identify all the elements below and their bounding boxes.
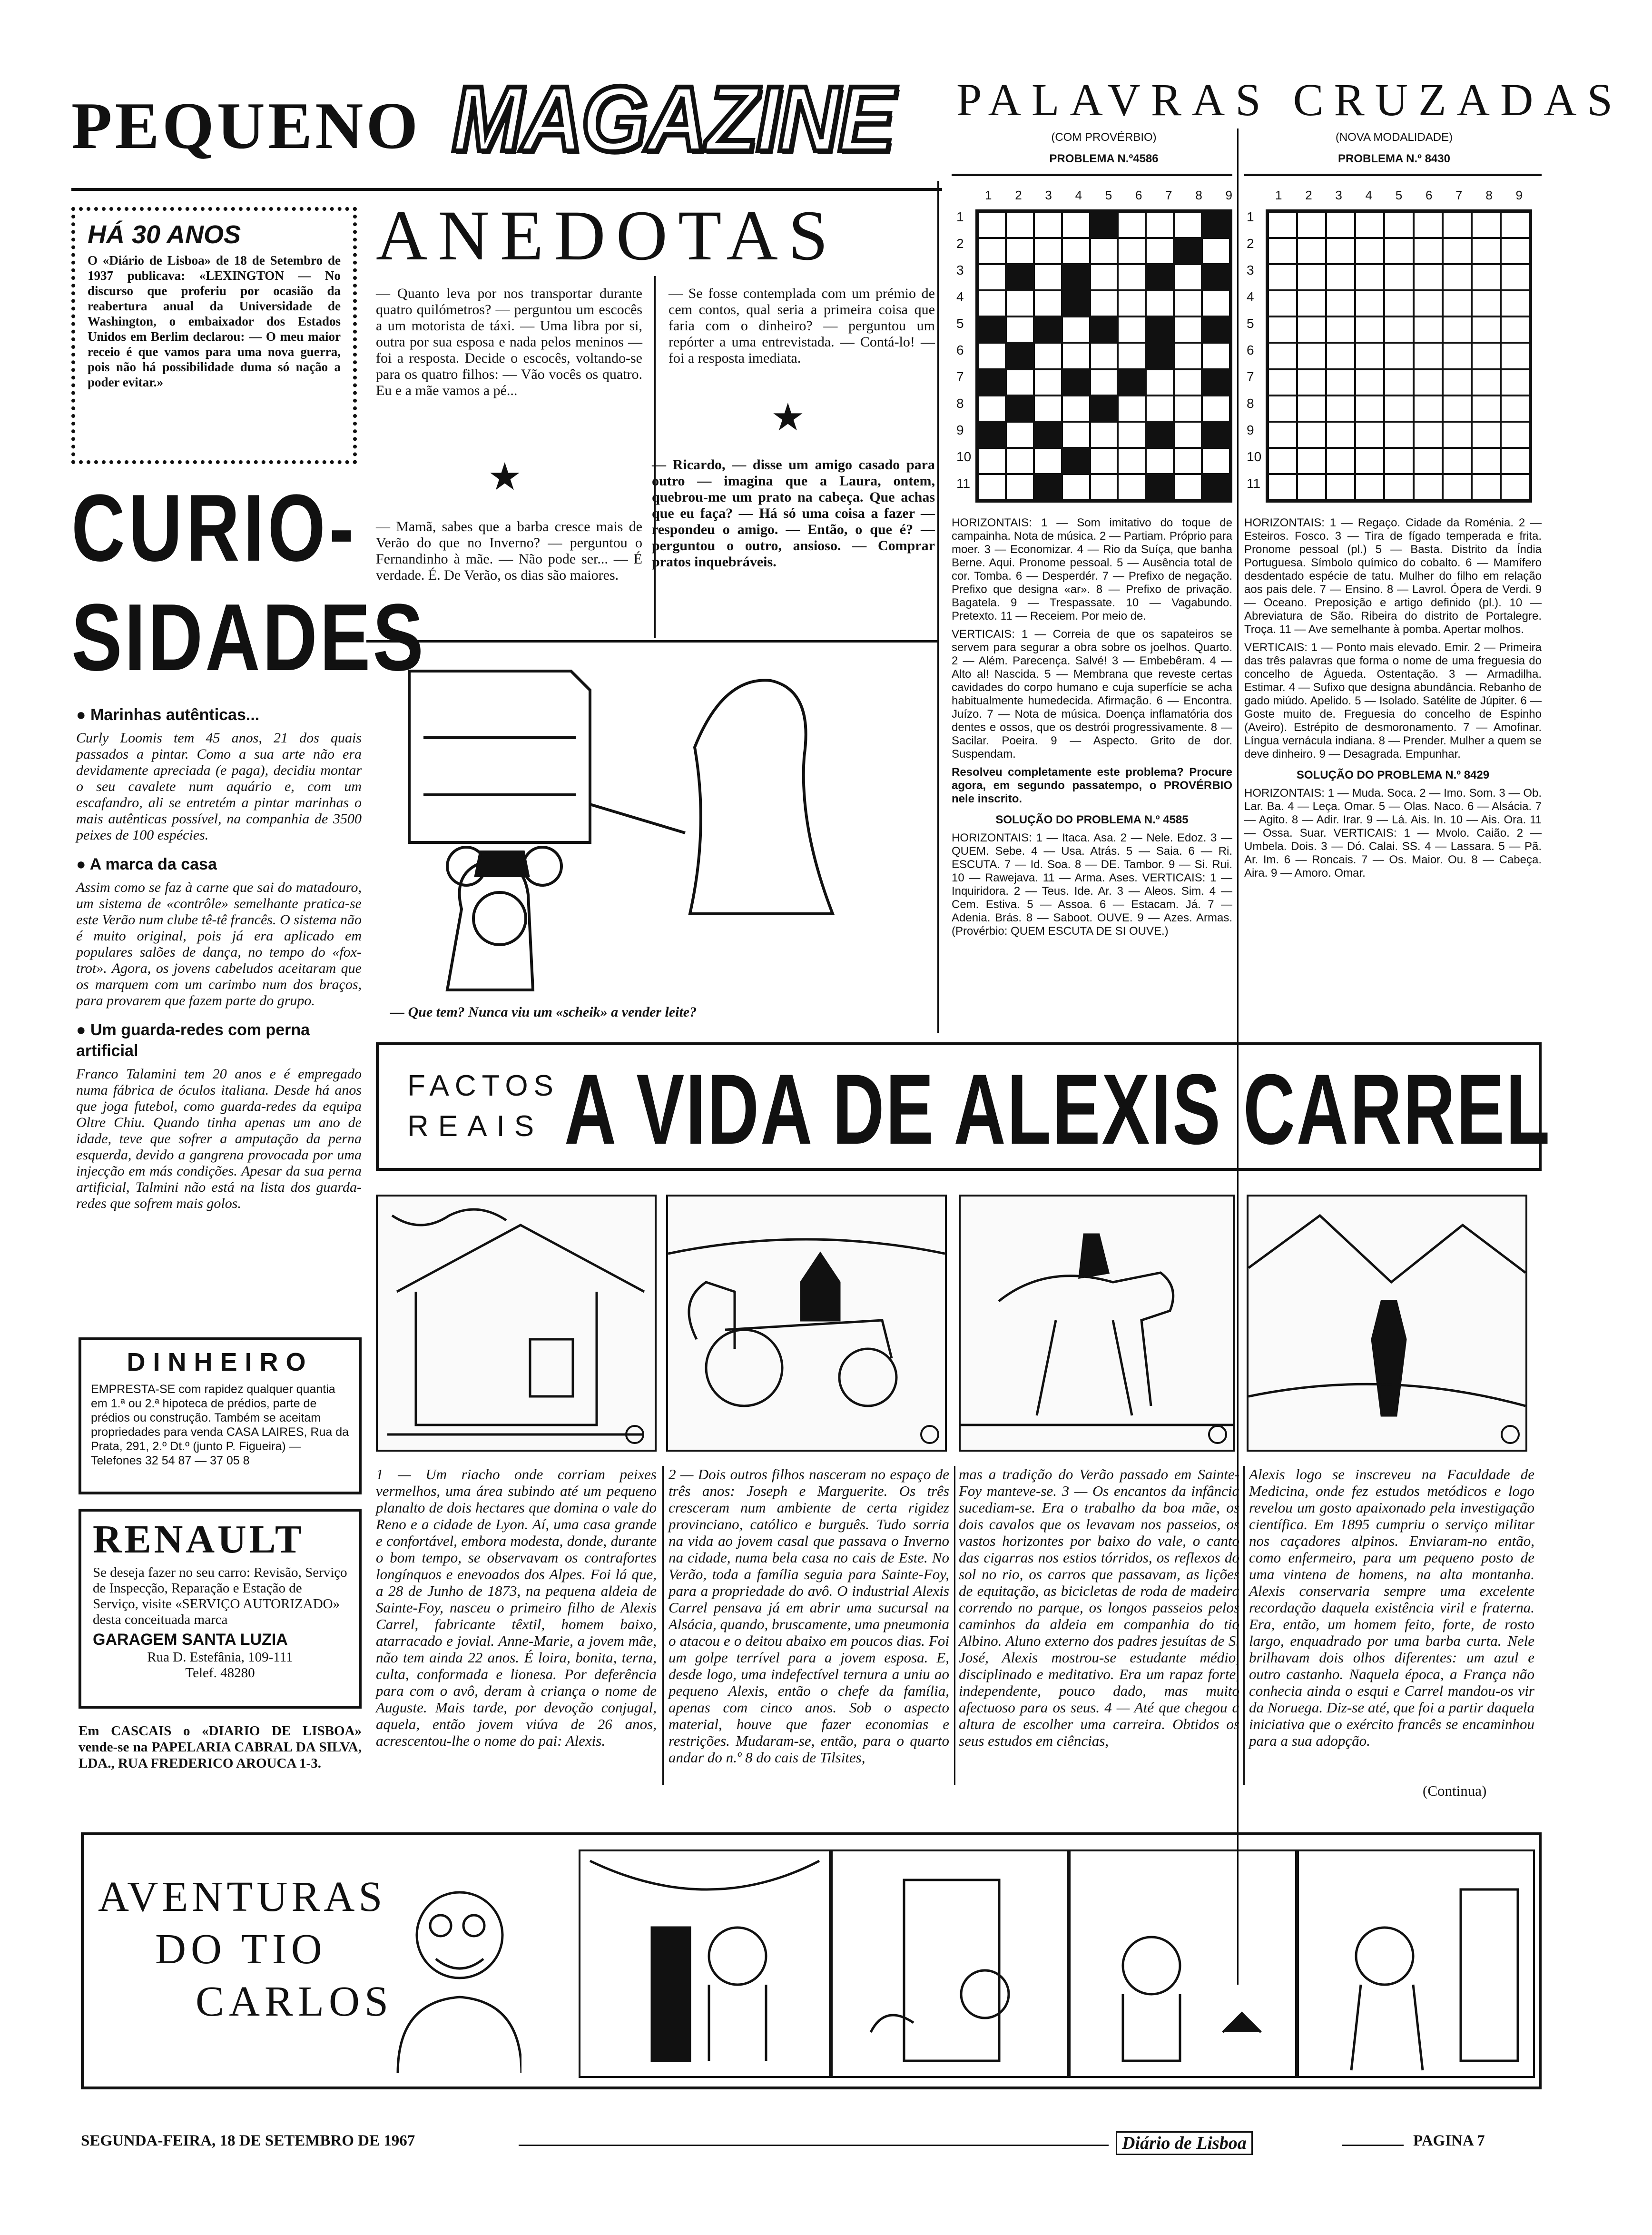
crossword2-problem: PROBLEMA N.º 8430: [1338, 152, 1450, 165]
crossword1-cell: [1006, 212, 1034, 238]
header-rule: [71, 188, 942, 191]
crossword1-cell: [1118, 448, 1146, 474]
crossword2-cell: [1501, 316, 1530, 343]
curiosidade-text-3: Franco Talamini tem 20 anos e é empregado numa fábrica de óculos italiana. Desde há anos que joga futebol, como guarda-redes da equipa Oltre Chiu. Quando tinha apenas um ano de idade, teve que sofrer a amputação da perna esquerda, devido a gangrena provocada por uma injecção em más condições. Apesar da sua perna artificial, Talmini não está na lista dos guarda-redes que sofrem mais golos.: [76, 1066, 362, 1211]
crossword1-cell: [1146, 474, 1174, 500]
curiosidade-text-2: Assim como se faz à carne que sai do matadouro, um sistema de «contrôle» semelhante pratica-se este Verão num clube tê-tê francês. O sistema não é muito original, pois já era aplicado em populares salões de dança, no tempo do «fox-trot». Agora, os jovens cabeludos aceitaram que os marquem com um carimbo num dos braços, para provarem que fazem parte do grupo.: [76, 880, 362, 1009]
crossword1-cell: [1146, 316, 1174, 343]
crossword1-cell: [1118, 264, 1146, 290]
crossword1-clues: [952, 516, 1232, 938]
crossword1-cell: [1174, 369, 1202, 396]
crossword2-cell: [1472, 369, 1501, 396]
crossword2-cell: [1268, 422, 1297, 448]
crossword2-cell: [1501, 396, 1530, 422]
crossword1-cell: [1034, 448, 1062, 474]
crossword2-cell: [1414, 316, 1443, 343]
curiosidade-heading-3: ● Um guarda-redes com perna artificial: [76, 1021, 310, 1060]
factos-label: FACTOS: [407, 1069, 559, 1102]
crossword1-cell: [978, 448, 1006, 474]
carrel-panel-3: [959, 1195, 1235, 1452]
crossword1-cell: [978, 474, 1006, 500]
crossword2-cell: [1472, 316, 1501, 343]
crossword2-cell: [1414, 343, 1443, 369]
crossword1-cell: [1006, 448, 1034, 474]
crossword1-cell: [1118, 369, 1146, 396]
crossword1-cell: [978, 396, 1006, 422]
crossword2-cell: [1472, 212, 1501, 238]
tio-carlos-panel-1: [579, 1849, 831, 2078]
crossword1-cell: [1006, 290, 1034, 316]
carrel-header: [376, 1042, 1552, 1171]
curiosidades-title-1: CURIO-: [71, 475, 358, 581]
crossword1-cell: [1062, 369, 1090, 396]
crossword2-cell: [1355, 369, 1384, 396]
ha30-box: [71, 207, 357, 464]
footer-rule: [519, 2145, 1109, 2146]
crossword2-cell: [1501, 290, 1530, 316]
crossword1-cell: [1034, 290, 1062, 316]
crossword2-cell: [1297, 422, 1326, 448]
crossword1-cell: [1202, 264, 1230, 290]
crossword2-cell: [1268, 369, 1297, 396]
crossword2-cell: [1443, 316, 1472, 343]
crossword1-cell: [1118, 396, 1146, 422]
crossword2-cell: [1501, 264, 1530, 290]
crossword2-cell: [1355, 316, 1384, 343]
ha30-text: O «Diário de Lisboa» de 18 de Setembro de 1937 publicava: «LEXINGTON — No discurso que proferiu por ocasião da reabertura anual da Universidade de Washington, o embaixador dos Estados Unidos em Berlim declarou: — O meu maior receio é que vamos para uma nova guerra, pois não há possibilidade duma só nação a poder evitar.»: [88, 253, 341, 389]
magazine-title: MAGAZINE: [452, 67, 894, 171]
crossword2-cell: [1472, 474, 1501, 500]
crossword1-cell: [1006, 474, 1034, 500]
crossword1-cell: [1174, 396, 1202, 422]
crossword1-cell: [1202, 396, 1230, 422]
curiosidade-heading-2: ● A marca da casa: [76, 855, 217, 873]
crossword1-cell: [1202, 448, 1230, 474]
tio-carlos-panel-4: [1297, 1849, 1535, 2078]
footer-date: SEGUNDA-FEIRA, 18 DE SETEMBRO DE 1967: [81, 2132, 420, 2150]
crossword1-rule: [952, 174, 1232, 176]
crossword2-cell: [1355, 422, 1384, 448]
crossword2-cell: [1414, 264, 1443, 290]
crossword1-cell: [1118, 422, 1146, 448]
crossword2-cell: [1268, 238, 1297, 264]
crossword1-cell: [1118, 238, 1146, 264]
anedota-2: — Se fosse contemplada com um prémio de cem contos, qual seria a primeira coisa que faria com o dinheiro? — perguntou um repórter a uma entrevistada. — Contá-lo! — foi a resposta imediata.: [669, 286, 935, 366]
anedota-3: — Mamã, sabes que a barba cresce mais de Verão do que no Inverno? — perguntou o Fernandinho à mãe. — Não pode ser... — É verdade. É. De Verão, os dias são maiores.: [376, 519, 642, 583]
crossword2-rule: [1244, 174, 1542, 176]
crossword2-cell: [1326, 316, 1355, 343]
renault-address: Rua D. Estefânia, 109-111: [147, 1650, 293, 1665]
crossword2-cell: [1443, 448, 1472, 474]
crossword1-cell: [1006, 264, 1034, 290]
crossword1-cell: [978, 290, 1006, 316]
crossword2-cell: [1384, 212, 1413, 238]
carrel-text-4: Alexis logo se inscreveu na Faculdade de Medicina, onde fez estudos metódicos e logo revelou um gosto apaixonado pela investigação científica. Em 1895 cumpriu o serviço militar nos caçadores alpinos. Enviaram-no então, como enfermeiro, para um pequeno posto de uma vintena de homens, na alta montanha. Alexis conservaria sempre uma excelente recordação daquela existência viril e fraterna. Era, então, um homem feito, forte, de rosto largo, enquadrado por uma barba curta. Nele brilhavam dois olhos diferentes: um azul e outro castanho. Naquela época, a França não conhecia ainda o esqui e Carrel mandou-os vir da Noruega. Diz-se até, que foi a partir daquela iniciativa que o exército francês se encaminhou para a sua adopção.: [1249, 1466, 1534, 1749]
crossword2-cell: [1414, 474, 1443, 500]
crossword1-cell: [978, 238, 1006, 264]
carrel-text-2: 2 — Dois outros filhos nasceram no espaço de três anos: Joseph e Marguerite. Os três cresceram num ambiente de certa rigidez provinciano, católico e burguês. Tudo sorria na vida ao jovem casal que passava o Inverno na cidade, numa bela casa no cais de Este. No Verão, toda a família seguia para Sainte-Foy, para a propriedade do avô. O industrial Alexis Carrel pensava já em abrir uma sucursal na Alsácia, quando, bruscamente, uma pneumonia o atacou e o deitou abaixo em poucos dias. Foi um golpe terrível para a jovem esposa. E, desde logo, uma indefectível ternura a uniu ao pequeno Alexis, então o chefe da família, apenas com cinco anos. Sob o aspecto material, houve que fazer economias e restrições. Mudaram-se, então, para o quarto andar do n.º 8 do cais de Tilsites,: [669, 1466, 949, 1766]
sheik-cartoon: [390, 652, 914, 995]
crossword2-cell: [1355, 396, 1384, 422]
crossword2-cell: [1326, 238, 1355, 264]
crossword1-subtitle: (COM PROVÉRBIO): [1051, 131, 1157, 144]
crossword1-cell: [1090, 290, 1118, 316]
crossword1-cell: [1062, 396, 1090, 422]
crossword1-cell: [1118, 290, 1146, 316]
crossword1-cell: [1034, 316, 1062, 343]
crossword2-cell: [1326, 396, 1355, 422]
cascais-notice: Em CASCAIS o «DIARIO DE LISBOA» vende-se na PAPELARIA CABRAL DA SILVA, LDA., RUA FREDERICO AROUCA 1-3.: [79, 1723, 362, 1771]
crossword2-cell: [1268, 290, 1297, 316]
crossword2-grid: [1266, 209, 1532, 503]
crossword2-subtitle: (NOVA MODALIDADE): [1335, 131, 1453, 144]
crossword2-cell: [1472, 343, 1501, 369]
crossword1-cell: [1202, 212, 1230, 238]
crossword2-cell: [1443, 422, 1472, 448]
crossword1-cell: [1090, 238, 1118, 264]
tio-carlos-line-1: AVENTURAS: [98, 1873, 386, 1920]
crossword2-cell: [1297, 343, 1326, 369]
crossword1-cell: [1006, 422, 1034, 448]
crossword2-solution: HORIZONTAIS: 1 — Muda. Soca. 2 — Imo. Som. 3 — Ob. Lar. Ba. 4 — Leça. Omar. 5 — Olas. Naco. 6 — Alsácia. 7 — Agito. 8 — Adir. Irar. 9 — Lá. Ais. In. 10 — Ais. Ora. 11 — Ossa. Suar. VERTICAIS: 1 — Mvolo. Caião. 2 — Umbela. Dois. 3 — Dó. Calai. SS. 4 — Lassara. 5 — Pã. Ar. Im. 6 — Roncais. 7 — Os. Maior. Ou. 8 — Cabeça. Aira. 9 — Amoro. Omar.: [1244, 787, 1542, 880]
crossword2-cell: [1268, 448, 1297, 474]
crossword2-cell: [1443, 474, 1472, 500]
pequeno-title: PEQUENO: [71, 89, 421, 163]
tio-carlos-panel-3: [1069, 1849, 1297, 2078]
crossword2-solution-title: SOLUÇÃO DO PROBLEMA N.º 8429: [1296, 769, 1490, 781]
crossword1-cell: [1202, 316, 1230, 343]
crossword2-cell: [1443, 396, 1472, 422]
crossword2-cell: [1297, 238, 1326, 264]
crossword1-cell: [1062, 448, 1090, 474]
renault-phone: Telef. 48280: [185, 1665, 255, 1681]
renault-text: Se deseja fazer no seu carro: Revisão, Serviço de Inspecção, Reparação e Estação de Serviço, visite «SERVIÇO AUTORIZADO» desta conceituada marca: [93, 1565, 347, 1627]
crossword2-cell: [1355, 343, 1384, 369]
crossword1-cell: [1090, 369, 1118, 396]
crossword2-cell: [1472, 238, 1501, 264]
carrel-panel-4: [1247, 1195, 1527, 1452]
dinheiro-text: EMPRESTA-SE com rapidez qualquer quantia em 1.ª ou 2.ª hipoteca de prédios, parte de prédios ou construção. Também se aceitam propriedades para venda CASA LAIRES, Rua da Prata, 291, 2.º Dt.º (junto P. Figueira) — Telefones 32 54 87 — 37 05 8: [91, 1383, 349, 1467]
crossword1-grid: [975, 209, 1232, 503]
crossword2-cell: [1443, 369, 1472, 396]
crossword2-cell: [1443, 238, 1472, 264]
crossword1-cell: [1174, 264, 1202, 290]
crossword2-horizontais: HORIZONTAIS: 1 — Regaço. Cidade da Roménia. 2 — Esteiros. Fosco. 3 — Tira de fígado temperada e frita. Pronome pessoal (pl.) 5 — Basta. Distrito da Índia Portuguesa. Símbolo químico do cobalto. 6 — Mamífero desdentado espécie de tatu. Mulher do filho em relação aos pais dele. 7 — Ensino. 8 — Lavrol. Ópera de Verdi. 9 — Oceano. Preposição e artigo definido (pl.). 10 — Abreviatura de São. Ribeira do distrito de Portalegre. Troça. 11 — Ave semelhante à pomba. Apertar molhos.: [1244, 516, 1542, 636]
crossword2-cell: [1472, 290, 1501, 316]
crossword2-cell: [1414, 396, 1443, 422]
renault-title: RENAULT: [93, 1517, 305, 1562]
crossword1-cell: [1146, 212, 1174, 238]
crossword1-cell: [1034, 422, 1062, 448]
tio-carlos-line-2: DO TIO: [155, 1926, 327, 1973]
footer-page: PAGINA 7: [1413, 2132, 1485, 2149]
crossword1-cell: [1146, 343, 1174, 369]
ha30-title: HÁ 30 ANOS: [88, 220, 241, 249]
crossword2-cell: [1268, 264, 1297, 290]
crossword1-cell: [1034, 343, 1062, 369]
crossword1-cell: [1118, 343, 1146, 369]
crossword2-cell: [1326, 474, 1355, 500]
footer-rule-2: [1342, 2145, 1404, 2146]
crossword1-solution: HORIZONTAIS: 1 — Itaca. Asa. 2 — Nele. Edoz. 3 — QUEM. Sebe. 4 — Usa. Atrás. 5 — Saia. 6 — Ri. ESCUTA. 7 — Id. Soa. 8 — DE. Tambor. 9 — Si. Rui. 10 — Rawejava. 11 — Arma. Ases. VERTICAIS: 1 — Inquiridora. 2 — Teus. Ide. Ar. 3 — Aleos. Sim. 4 — Cem. Estiva. 5 — Assoa. 6 — Estacam. Já. 7 — Adenia. Brás. 8 — Saboot. OUVE. 9 — Azes. Armas. (Provérbio: QUEM ESCUTA DE SI OUVE.): [952, 831, 1232, 938]
crossword2-cell: [1268, 212, 1297, 238]
crossword2-cell: [1384, 448, 1413, 474]
crossword1-cell: [1174, 212, 1202, 238]
crossword2-cell: [1501, 448, 1530, 474]
crossword2-cell: [1326, 448, 1355, 474]
crossword1-cell: [1146, 422, 1174, 448]
curiosidades-column: [76, 704, 362, 1212]
carrel-col-rule-2: [954, 1466, 955, 1785]
dinheiro-ad: [79, 1337, 362, 1494]
crossword1-cell: [1118, 474, 1146, 500]
crossword1-cell: [1090, 448, 1118, 474]
crossword2-cell: [1414, 422, 1443, 448]
crossword2-cell: [1414, 448, 1443, 474]
crossword1-cell: [978, 264, 1006, 290]
reais-label: REAIS: [407, 1110, 544, 1143]
footer-paper: Diário de Lisboa: [1116, 2131, 1253, 2155]
crossword1-cell: [1090, 396, 1118, 422]
crossword2-cell: [1297, 264, 1326, 290]
anedotas-title: ANEDOTAS: [376, 196, 839, 275]
crossword2-verticais: VERTICAIS: 1 — Ponto mais elevado. Emir. 2 — Primeira das três palavras que forma o nome de uma freguesia do concelho de Águeda. Ostentação. 3 — Armadilha. Estimar. 4 — Sufixo que designa abundância. Rebanho de gado miúdo. Apelido. 5 — Isolado. Satélite de Júpiter. 6 — Goste muito de. Freguesia do concelho de Espinho (Aveiro). Estrépito de desmoronamento. 7 — Amofinar. Língua vernácula indiana. 8 — Prender. Mulher a quem se deve dinheiro. 9 — Desagrada. Empunhar.: [1244, 641, 1542, 761]
crossword1-problem: PROBLEMA N.º4586: [1049, 152, 1159, 165]
crossword2-cell: [1443, 212, 1472, 238]
crossword2-cell: [1472, 396, 1501, 422]
crossword2-cell: [1297, 316, 1326, 343]
crossword1-cell: [1174, 238, 1202, 264]
crossword1-cell: [1090, 212, 1118, 238]
crossword1-cell: [1090, 343, 1118, 369]
crossword1-cell: [1202, 238, 1230, 264]
crossword1-cell: [1062, 238, 1090, 264]
crossword2-cell: [1384, 396, 1413, 422]
crossword1-cell: [1202, 343, 1230, 369]
crossword2-cell: [1384, 264, 1413, 290]
crossword1-cell: [1034, 396, 1062, 422]
crossword1-cell: [1146, 448, 1174, 474]
crossword1-cell: [1174, 343, 1202, 369]
crossword2-cell: [1297, 212, 1326, 238]
crossword2-cell: [1355, 290, 1384, 316]
carrel-text-3: mas a tradição do Verão passado em Sainte-Foy manteve-se. 3 — Os encantos da infância sucediam-se. Era o trabalho da boa mãe, os dois cavalos que os levavam nos passeios, os vastos horizontes por baixo do vale, o canto das cigarras nos estios tórridos, os reflexos do sol no rio, os carros que passavam, as lições de equitação, as bicicletas de roda de madeira correndo no parque, os longos passeios pelos caminhos da aldeia em companhia do tio Albino. Aluno externo dos padres jesuítas de S. José, Alexis mostrou-se estudante médio, disciplinado e meditativo. Era um rapaz forte, independente, pouco dado, mas muito afectuoso para os seus. 4 — Até que chegou a altura de escolher uma carreira. Obtidos os seus estudos em ciências,: [959, 1466, 1239, 1749]
crossword1-row-numbers: 1 2 3 4 5 6 7 8 9 10 11: [956, 209, 972, 491]
crossword1-col-numbers: 1 2 3 4 5 6 7 8 9: [985, 188, 1232, 202]
crossword1-cell: [1034, 264, 1062, 290]
crossword1-cell: [1202, 369, 1230, 396]
renault-garage: GARAGEM SANTA LUZIA: [93, 1631, 288, 1649]
crossword2-cell: [1355, 448, 1384, 474]
crossword1-cell: [978, 212, 1006, 238]
crossword2-cell: [1268, 343, 1297, 369]
carrel-col-rule-1: [662, 1466, 664, 1785]
crossword2-cell: [1297, 448, 1326, 474]
crossword2-cell: [1268, 474, 1297, 500]
crossword2-cell: [1384, 343, 1413, 369]
crosswords-title: PALAVRAS CRUZADAS: [956, 74, 1623, 125]
star-icon: ★: [488, 456, 522, 498]
crossword2-cell: [1384, 474, 1413, 500]
crossword2-cell: [1443, 343, 1472, 369]
crossword1-cell: [1062, 212, 1090, 238]
crossword1-cell: [1062, 264, 1090, 290]
crossword2-cell: [1414, 238, 1443, 264]
crossword1-cell: [1062, 290, 1090, 316]
crossword2-cell: [1384, 369, 1413, 396]
anedota-4: — Ricardo, — disse um amigo casado para outro — imagina que a Laura, ontem, quebrou-me um prato na cabeça. Que achas que eu faça? — Há só uma coisa a fazer — respondeu o amigo. — Então, o que é? — perguntou o outro, ansioso. — Comprar pratos inquebráveis.: [652, 457, 935, 570]
crossword1-cell: [1006, 396, 1034, 422]
crossword2-cell: [1297, 474, 1326, 500]
crossword2-cell: [1501, 369, 1530, 396]
carrel-continua: (Continua): [1423, 1782, 1487, 1799]
crossword1-cell: [1174, 422, 1202, 448]
crossword2-cell: [1326, 212, 1355, 238]
crossword1-cell: [1146, 264, 1174, 290]
star-icon-2: ★: [771, 397, 805, 439]
crossword2-cell: [1443, 264, 1472, 290]
crossword2-cell: [1326, 264, 1355, 290]
crossword1-cell: [978, 316, 1006, 343]
tio-carlos-strip: [81, 1832, 1542, 2089]
tio-carlos-panel-2: [831, 1849, 1069, 2078]
crossword1-cell: [1146, 369, 1174, 396]
crossword2-cell: [1297, 290, 1326, 316]
crossword1-note: Resolveu completamente este problema? Procure agora, em segundo passatempo, o PROVÉRBIO nele inscrito.: [952, 766, 1232, 805]
crossword1-cell: [1174, 448, 1202, 474]
crossword1-horizontais: HORIZONTAIS: 1 — Som imitativo do toque de campainha. Nota de música. 2 — Partiam. Próprio para moer. 3 — Economizar. 4 — Rio da Suíça, que banha Berne. Aqui. Pronome pessoal. 5 — Ausência total de cor. Tomba. 6 — Desperdér. 7 — Prefixo de negação. Prefixo que designa «ar». 8 — Prefixo de privação. Bagatela. 9 — Trespassate. 10 — Vagabundo. Pretexto. 11 — Receiem. Por meio de.: [952, 516, 1232, 623]
curiosidade-text-1: Curly Loomis tem 45 anos, 21 dos quais passados a pintar. Como a sua arte não era devidamente apreciada (e paga), decidiu montar o seu cavalete num aquário e, com um escafandro, ali se entretém a pintar marinhas o mais autênticas possível, na companhia de 3500 peixes de 100 espécies.: [76, 730, 362, 843]
crossword1-cell: [1146, 396, 1174, 422]
tio-carlos-portrait: [388, 1854, 521, 2073]
crossword1-cell: [1062, 343, 1090, 369]
crossword2-cell: [1501, 238, 1530, 264]
carrel-panel-1: [376, 1195, 657, 1452]
crossword2-cell: [1414, 212, 1443, 238]
crossword1-cell: [1062, 474, 1090, 500]
crossword1-cell: [1034, 369, 1062, 396]
carrel-title: A VIDA DE ALEXIS CARREL: [564, 1053, 1552, 1165]
crossword2-cell: [1268, 396, 1297, 422]
crossword1-cell: [1146, 290, 1174, 316]
crossword2-cell: [1472, 264, 1501, 290]
crossword1-cell: [1090, 422, 1118, 448]
cartoon-caption: — Que tem? Nunca viu um «scheik» a vender leite?: [390, 1004, 697, 1020]
crossword2-row-numbers: 1 2 3 4 5 6 7 8 9 10 11: [1247, 209, 1262, 491]
crossword2-cell: [1326, 343, 1355, 369]
crossword1-cell: [1062, 316, 1090, 343]
crossword1-cell: [978, 422, 1006, 448]
crossword1-cell: [1090, 474, 1118, 500]
cartoon-right-rule: [937, 181, 939, 1033]
crossword1-cell: [1202, 422, 1230, 448]
crossword2-cell: [1384, 422, 1413, 448]
renault-ad: [79, 1509, 362, 1709]
crossword2-cell: [1501, 474, 1530, 500]
crossword2-cell: [1501, 422, 1530, 448]
curiosidade-heading-1: ● Marinhas autênticas...: [76, 706, 260, 724]
crossword2-cell: [1268, 316, 1297, 343]
crossword2-cell: [1384, 316, 1413, 343]
crossword1-solution-title: SOLUÇÃO DO PROBLEMA N.º 4585: [995, 813, 1189, 826]
crossword2-cell: [1384, 238, 1413, 264]
crossword2-cell: [1326, 369, 1355, 396]
crossword1-cell: [1174, 316, 1202, 343]
crossword1-cell: [978, 343, 1006, 369]
crossword1-cell: [1202, 290, 1230, 316]
carrel-panel-2: [666, 1195, 947, 1452]
crossword2-cell: [1472, 422, 1501, 448]
crossword1-cell: [978, 369, 1006, 396]
crossword2-cell: [1326, 422, 1355, 448]
crossword1-cell: [1118, 316, 1146, 343]
crossword2-cell: [1355, 264, 1384, 290]
crossword2-cell: [1414, 369, 1443, 396]
crossword1-cell: [1006, 369, 1034, 396]
curiosidades-title-2: SIDADES: [71, 584, 426, 691]
crossword2-cell: [1355, 238, 1384, 264]
crossword2-cell: [1297, 369, 1326, 396]
crossword2-cell: [1501, 343, 1530, 369]
crossword1-cell: [1006, 343, 1034, 369]
crossword1-cell: [1006, 316, 1034, 343]
crossword2-cell: [1472, 448, 1501, 474]
crossword1-cell: [1174, 290, 1202, 316]
crossword2-cell: [1355, 212, 1384, 238]
crossword2-cell: [1501, 212, 1530, 238]
dinheiro-title: DINHEIRO: [127, 1348, 314, 1376]
crossword1-cell: [1034, 238, 1062, 264]
crossword1-cell: [1174, 474, 1202, 500]
crossword1-cell: [1090, 316, 1118, 343]
crossword2-cell: [1326, 290, 1355, 316]
crossword2-col-numbers: 1 2 3 4 5 6 7 8 9: [1275, 188, 1523, 202]
crossword1-cell: [1034, 212, 1062, 238]
anedotas-bottom-rule: [366, 640, 937, 643]
crossword1-cell: [1090, 264, 1118, 290]
crossword1-cell: [1202, 474, 1230, 500]
crossword1-cell: [1146, 238, 1174, 264]
crossword2-clues: [1244, 516, 1542, 880]
crossword1-cell: [1006, 238, 1034, 264]
carrel-col-rule-3: [1243, 1466, 1245, 1785]
crossword2-cell: [1443, 290, 1472, 316]
crossword2-cell: [1414, 290, 1443, 316]
crossword1-cell: [1118, 212, 1146, 238]
anedota-1: — Quanto leva por nos transportar durante quatro quilómetros? — perguntou um escocês a um motorista de táxi. — Uma libra por si, outra por sua esposa e nada pelos meninos — foi a resposta. Decide o escocês, voltando-se para os quatro filhos: — Vão vocês os quatro. Eu e a mãe vamos a pé...: [376, 286, 642, 398]
crossword1-cell: [1034, 474, 1062, 500]
crossword2-cell: [1297, 396, 1326, 422]
carrel-text-1: 1 — Um riacho onde corriam peixes vermelhos, uma área subindo até um pequeno planalto de dois hectares que domina o vale do Reno e a cidade de Lyon. Aí, uma casa grande e confortável, embora modesta, donde, durante o bom tempo, se observavam os contrafortes longínquos e enevoados dos Alpes. Foi lá que, a 28 de Junho de 1873, na pequena aldeia de Sainte-Foy, nasceu o primeiro filho de Alexis Carrel, fabricante têxtil, homem baixo, atarracado e jovial. Anne-Marie, a jovem mãe, não tem ainda 22 anos. É loira, bonita, terna, culta, conformada e lionesa. Por deferência para com o avô, deram à criança o nome de Auguste. Mais tarde, por devoção conjugal, aquela, então jovem viúva de 26 anos, acrescentou-lhe o nome do pai: Alexis.: [376, 1466, 657, 1749]
crossword2-cell: [1384, 290, 1413, 316]
tio-carlos-line-3: CARLOS: [196, 1978, 393, 2025]
crossword2-cell: [1355, 474, 1384, 500]
crossword1-cell: [1062, 422, 1090, 448]
crossword1-verticais: VERTICAIS: 1 — Correia de que os sapateiros se servem para segurar a obra sobre os joelhos. Quarto. 2 — Além. Parecença. Salvé! 3 — Embebêram. 4 — Alto al! Nascida. 5 — Membrana que reveste certas cavidades do corpo humano e cuja superfície se acha habitualmente humedecida. Afirmação. 6 — Encontra. Juízo. 7 — Nota de música. Doença inflamatória dos dentes e ossos, que os destrói progressivamente. 8 — Sacilar. Poeira. 9 — Aspecto. Grito de dor. Suspendam.: [952, 628, 1232, 761]
